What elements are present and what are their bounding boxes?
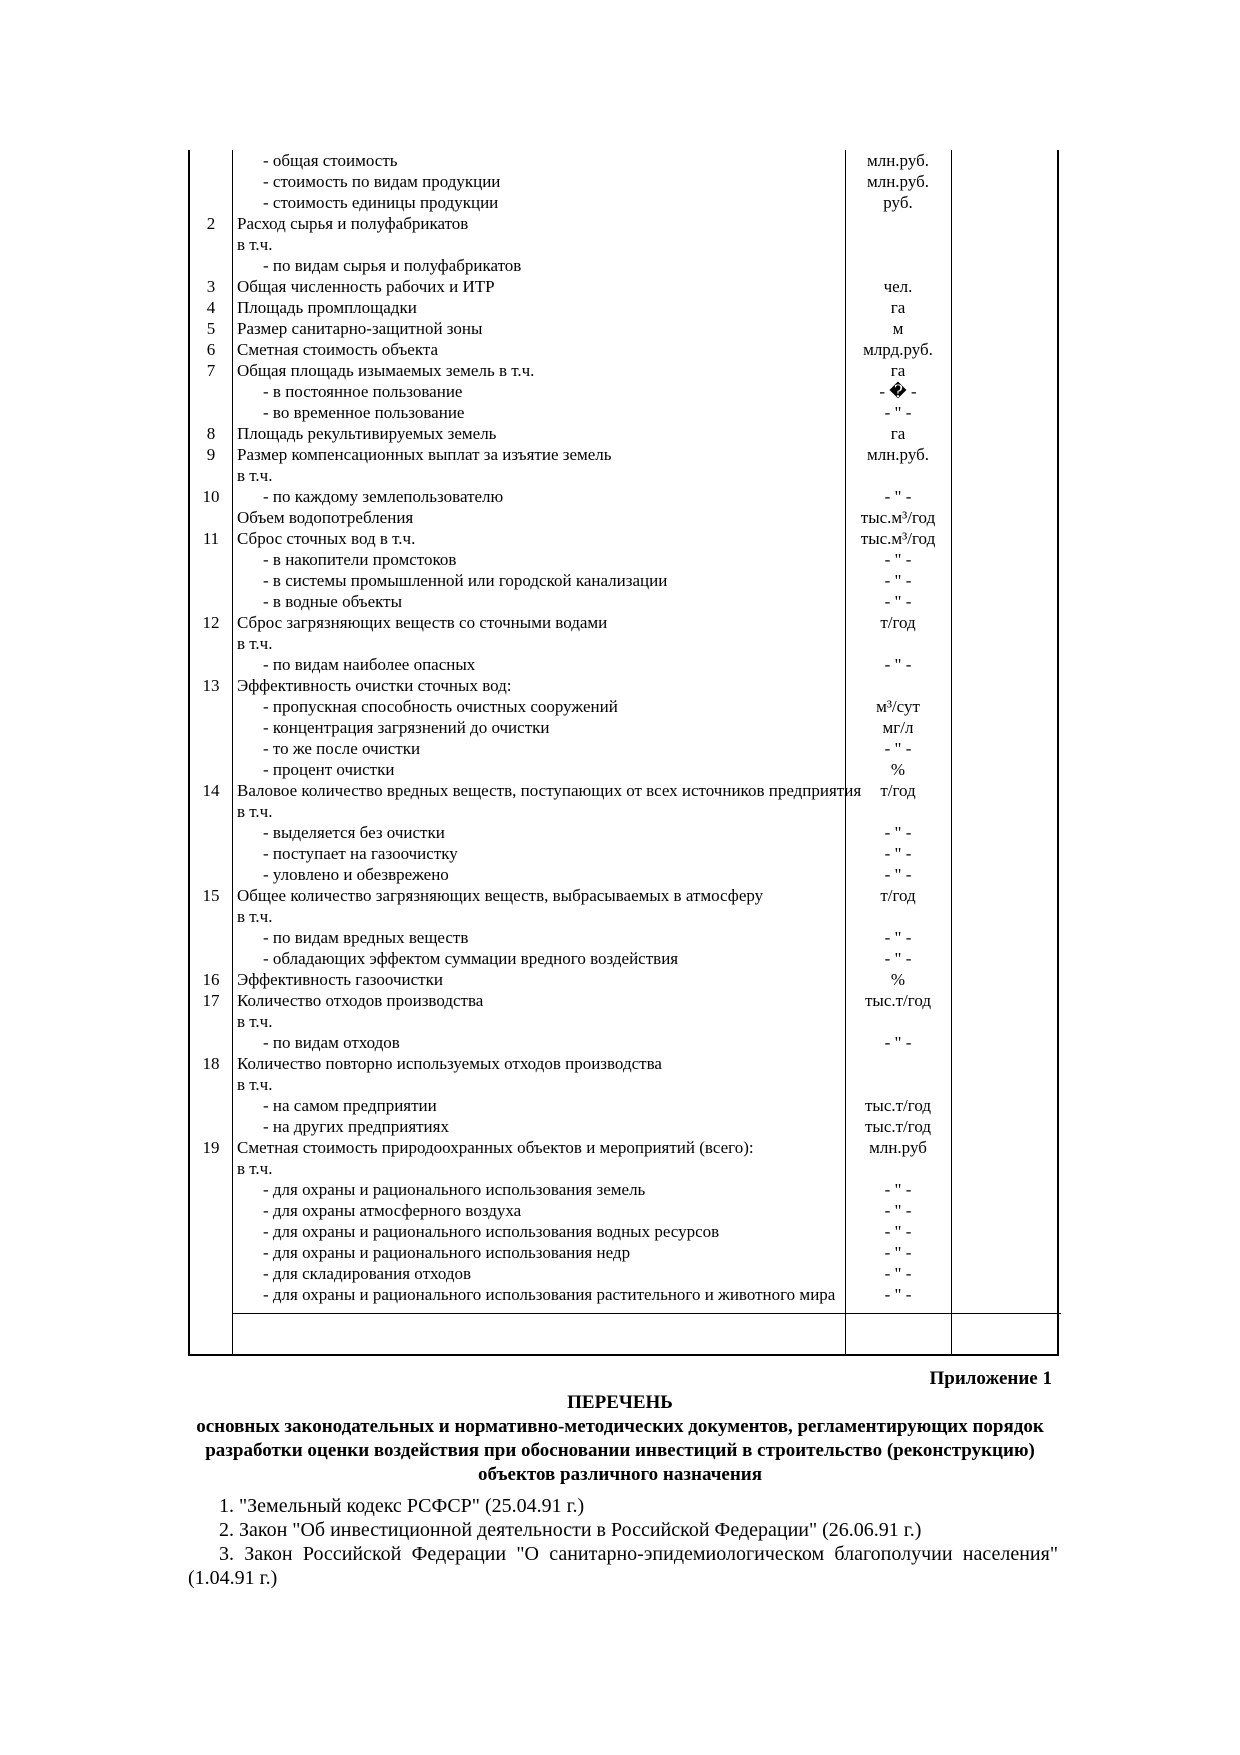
indicator-name: - во временное пользование [263,403,465,422]
table-row [190,885,1057,906]
row-number: 18 [202,1054,220,1073]
indicator-name: в т.ч. [237,802,273,821]
unit-of-measure: м³/сут [876,697,920,716]
table-row [190,801,1057,822]
table-row [190,360,1057,381]
indicator-name: - концентрация загрязнений до очистки [263,718,550,737]
indicator-name: - в системы промышленной или городской канализации [263,571,668,590]
indicator-name: - стоимость по видам продукции [263,172,501,191]
table-row [190,780,1057,801]
table-row [190,738,1057,759]
indicator-name: Сметная стоимость природоохранных объектов и мероприятий (всего): [237,1138,754,1157]
table-row [190,1095,1057,1116]
unit-of-measure: - " - [884,592,912,611]
table-row [190,255,1057,276]
unit-of-measure: мг/л [882,718,914,737]
indicator-name: - общая стоимость [263,151,398,170]
table-row [190,444,1057,465]
table-row [190,843,1057,864]
row-number: 6 [206,340,216,359]
indicator-name: Общее количество загрязняющих веществ, выбрасываемых в атмосферу [237,886,764,905]
unit-of-measure: тыс.м³/год [860,508,936,527]
table-row [190,1284,1057,1305]
row-number: 12 [202,613,220,632]
table-row [190,1179,1057,1200]
indicator-name: в т.ч. [237,1012,273,1031]
unit-of-measure: - " - [884,550,912,569]
reference-item: 2. Закон "Об инвестиционной деятельности в Российской Федерации" (26.06.91 г.) [219,1519,922,1541]
indicator-name: - по видам наиболее опасных [263,655,476,674]
unit-of-measure: - � - [879,382,917,401]
row-number: 17 [202,991,220,1010]
unit-of-measure: тыс.т/год [864,1117,931,1136]
unit-of-measure: - " - [884,1033,912,1052]
unit-of-measure: тыс.м³/год [860,529,936,548]
indicator-name: - для охраны атмосферного воздуха [263,1201,522,1220]
table-row [190,1116,1057,1137]
unit-of-measure: млн.руб. [866,151,930,170]
table-row [190,759,1057,780]
table-row [190,549,1057,570]
table-row [190,297,1057,318]
indicator-name: Размер компенсационных выплат за изъятие земель [237,445,612,464]
indicator-name: Площадь промплощадки [237,298,417,317]
row-number: 3 [206,277,216,296]
indicator-name: Эффективность газоочистки [237,970,443,989]
indicator-name: - пропускная способность очистных сооружений [263,697,618,716]
unit-of-measure: т/год [880,886,916,905]
indicator-name: - по видам отходов [263,1033,400,1052]
indicator-name: в т.ч. [237,634,273,653]
table-row [190,990,1057,1011]
indicator-name: - процент очистки [263,760,395,779]
table-row [190,528,1057,549]
unit-of-measure: % [890,970,906,989]
row-number: 5 [206,319,216,338]
table-row [190,486,1057,507]
row-number: 10 [202,487,220,506]
unit-of-measure: % [890,760,906,779]
unit-of-measure: - " - [884,949,912,968]
table-row [190,570,1057,591]
table-row [190,465,1057,486]
indicator-name: - в водные объекты [263,592,403,611]
unit-of-measure: руб. [883,193,913,212]
table-row [190,591,1057,612]
table-row [190,1074,1057,1095]
table-row [190,192,1057,213]
indicator-name: - стоимость единицы продукции [263,193,499,212]
unit-of-measure: - " - [884,403,912,422]
indicator-name: - выделяется без очистки [263,823,445,842]
unit-of-measure: - " - [884,928,912,947]
unit-of-measure: - " - [884,823,912,842]
table-row [190,948,1057,969]
unit-of-measure: - " - [884,1264,912,1283]
table-row [190,822,1057,843]
table-row [190,906,1057,927]
unit-of-measure: - " - [884,1222,912,1241]
table-row [190,1011,1057,1032]
row-number: 15 [202,886,220,905]
indicator-name: - поступает на газоочистку [263,844,458,863]
indicator-name: - для складирования отходов [263,1264,472,1283]
reference-item: 1. "Земельный кодекс РСФСР" (25.04.91 г.) [219,1495,585,1517]
row-divider [232,1313,1061,1314]
table-row [190,1032,1057,1053]
indicator-name: - по видам сырья и полуфабрикатов [263,256,522,275]
reference-list [188,1494,1058,1590]
row-number: 13 [202,676,220,695]
reference-item: 3. Закон Российской Федерации "О санитарно-эпидемиологическом благополучии населения" (1.04.91 г.) [188,1543,1058,1589]
unit-of-measure: млрд.руб. [863,340,933,359]
indicator-name: в т.ч. [237,1159,273,1178]
unit-of-measure: тыс.т/год [864,1096,931,1115]
unit-of-measure: млн.руб [869,1138,927,1157]
indicator-name: - по видам вредных веществ [263,928,469,947]
unit-of-measure: га [890,298,906,317]
table-row [190,150,1057,171]
table-row [190,1242,1057,1263]
table-row [190,381,1057,402]
row-number: 4 [206,298,216,317]
table-row [190,402,1057,423]
indicator-name: - в постоянное пользование [263,382,463,401]
indicator-name: - по каждому землепользователю [263,487,504,506]
unit-of-measure: - " - [884,655,912,674]
appendix-label: Приложение 1 [929,1368,1052,1389]
row-number: 2 [206,214,216,233]
row-number: 7 [206,361,216,380]
table-row [190,234,1057,255]
unit-of-measure: м [892,319,904,338]
row-number: 8 [206,424,216,443]
unit-of-measure: тыс.т/год [864,991,931,1010]
document-title: ПЕРЕЧЕНЬ [567,1392,673,1413]
row-number: 19 [202,1138,220,1157]
table-body [190,150,1057,1305]
table-row [190,717,1057,738]
table-row [190,675,1057,696]
row-number: 14 [202,781,220,800]
unit-of-measure: т/год [880,781,916,800]
unit-of-measure: млн.руб. [866,172,930,191]
table-row [190,1053,1057,1074]
unit-of-measure: - " - [884,865,912,884]
unit-of-measure: - " - [884,487,912,506]
table-row [190,213,1057,234]
indicator-name: - в накопители промстоков [263,550,457,569]
unit-of-measure: - " - [884,844,912,863]
table-row [190,1221,1057,1242]
row-number: 16 [202,970,220,989]
unit-of-measure: - " - [884,739,912,758]
table-row [190,864,1057,885]
unit-of-measure: т/год [880,613,916,632]
table-row [190,1263,1057,1284]
table-row [190,423,1057,444]
table-row [190,1200,1057,1221]
indicator-name: в т.ч. [237,235,273,254]
table-row [190,696,1057,717]
document-subtitle: основных законодательных и нормативно-методических документов, регламентирующих порядок разработки оценки воздействия при обосновании инвестиций в строительство (реконструкцию) объектов различного назначения [196,1416,1044,1485]
unit-of-measure: га [890,361,906,380]
unit-of-measure: га [890,424,906,443]
table-row [190,507,1057,528]
indicator-name: Эффективность очистки сточных вод: [237,676,512,695]
appendix-header [188,1367,1052,1487]
indicator-name: - для охраны и рационального использования растительного и животного мира [263,1285,836,1304]
table-row [190,612,1057,633]
unit-of-measure: млн.руб. [866,445,930,464]
indicator-name: - обладающих эффектом суммации вредного воздействия [263,949,679,968]
table-row [190,927,1057,948]
indicator-name: - для охраны и рационального использования водных ресурсов [263,1222,720,1241]
indicator-name: в т.ч. [237,907,273,926]
indicator-name: Площадь рекультивируемых земель [237,424,497,443]
indicator-name: Общая площадь изымаемых земель в т.ч. [237,361,535,380]
unit-of-measure: чел. [883,277,913,296]
unit-of-measure: - " - [884,1285,912,1304]
indicator-name: Сброс загрязняющих веществ со сточными водами [237,613,608,632]
indicator-name: Количество отходов производства [237,991,484,1010]
table-row [190,654,1057,675]
indicator-name: Размер санитарно-защитной зоны [237,319,483,338]
indicator-name: Сброс сточных вод в т.ч. [237,529,416,548]
table-row [190,276,1057,297]
indicator-name: - то же после очистки [263,739,421,758]
indicator-name: - для охраны и рационального использования недр [263,1243,631,1262]
indicator-name: в т.ч. [237,466,273,485]
indicators-table [188,150,1059,1356]
unit-of-measure: - " - [884,1243,912,1262]
unit-of-measure: - " - [884,571,912,590]
table-row [190,318,1057,339]
indicator-name: в т.ч. [237,1075,273,1094]
table-row [190,1158,1057,1179]
indicator-name: Расход сырья и полуфабрикатов [237,214,469,233]
indicator-name: - на самом предприятии [263,1096,437,1115]
table-row [190,633,1057,654]
table-row [190,1137,1057,1158]
indicator-name: - для охраны и рационального использования земель [263,1180,646,1199]
row-number: 11 [202,529,220,548]
table-row [190,339,1057,360]
row-number: 9 [206,445,216,464]
indicator-name: Валовое количество вредных веществ, поступающих от всех источников предприятия [237,781,862,800]
indicator-name: Объем водопотребления [237,508,414,527]
indicator-name: Количество повторно используемых отходов производства [237,1054,662,1073]
unit-of-measure: - " - [884,1201,912,1220]
table-row [190,171,1057,192]
unit-of-measure: - " - [884,1180,912,1199]
indicator-name: - уловлено и обезврежено [263,865,449,884]
indicator-name: Сметная стоимость объекта [237,340,439,359]
indicator-name: - на других предприятиях [263,1117,449,1136]
table-row [190,969,1057,990]
indicator-name: Общая численность рабочих и ИТР [237,277,495,296]
